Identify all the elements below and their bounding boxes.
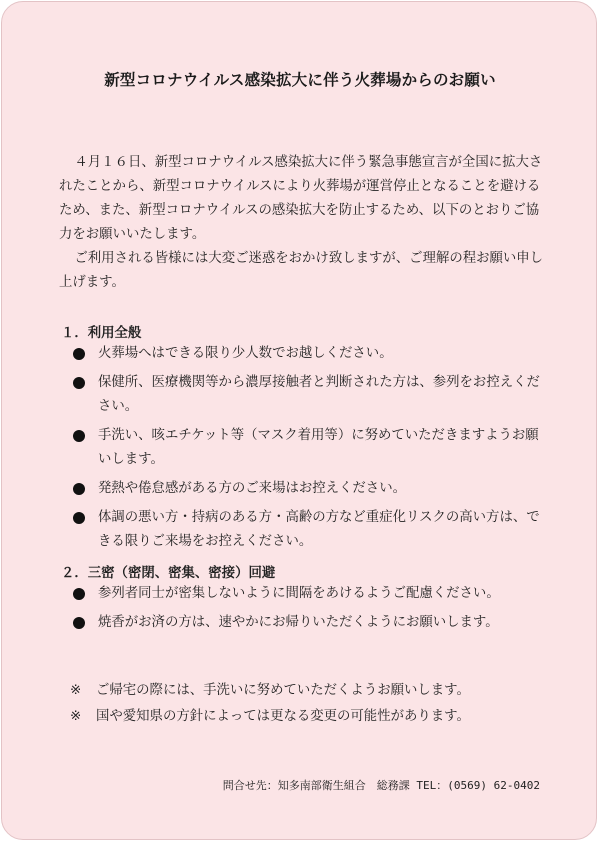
- list-item-text: 焼香がお済の方は、速やかにお帰りいただくようにお願いします。: [98, 615, 499, 630]
- note-text: ご帰宅の際には、手洗いに努めていただくようお願いします。: [96, 683, 470, 698]
- intro-paragraph-1: ４月１６日、新型コロナウイルス感染拡大に伴う緊急事態宣言が全国に拡大されたことから、新型コロナウイルスにより火葬場が運営停止となることを避けるため、また、新型コロナウイルスの感染拡大を防止するため、以下のとおりご協力をお願いいたします。: [59, 155, 543, 242]
- list-item-text: 発熱や倦怠感がある方のご来場はお控えください。: [98, 481, 406, 496]
- section-1-heading: １．利用全般: [61, 325, 142, 341]
- bullet-icon: [72, 611, 86, 635]
- list-item-text: 手洗い、咳エチケット等（マスク着用等）に努めていただきますようお願いします。: [98, 428, 539, 467]
- list-item: [72, 371, 552, 419]
- notes-list: [70, 679, 550, 731]
- section-2-heading: ２．三密（密閉、密集、密接）回避: [61, 565, 276, 581]
- bullet-icon: [72, 506, 86, 530]
- note-item: [70, 679, 550, 703]
- list-item: [72, 342, 552, 366]
- bullet-icon: [72, 477, 86, 501]
- bullet-icon: [72, 371, 86, 395]
- note-item: [70, 705, 550, 729]
- bullet-icon: [72, 424, 86, 448]
- list-item: [72, 611, 552, 635]
- list-item: [72, 582, 552, 606]
- reference-mark-icon: ※: [70, 709, 82, 724]
- notice-title: 新型コロナウイルス感染拡大に伴う火葬場からのお願い: [104, 71, 496, 89]
- section-2-list: [72, 582, 552, 640]
- list-item-text: 参列者同士が密集しないように間隔をあけるようご配慮ください。: [98, 586, 500, 601]
- list-item-text: 体調の悪い方・持病のある方・高齢の方など重症化リスクの高い方は、できる限りご来場をお控えください。: [98, 510, 540, 549]
- list-item-text: 保健所、医療機関等から濃厚接触者と判断された方は、参列をお控えください。: [98, 375, 540, 414]
- bullet-icon: [72, 342, 86, 366]
- bullet-icon: [72, 582, 86, 606]
- section-1-list: [72, 342, 552, 559]
- intro-paragraph-2: ご利用される皆様には大変ご迷惑をおかけ致しますが、ご理解の程お願い申し上げます。: [59, 251, 544, 290]
- list-item-text: 火葬場へはできる限り少人数でお越しください。: [98, 346, 393, 361]
- list-item: [72, 506, 552, 554]
- list-item: [72, 424, 552, 472]
- notice-card: [1, 1, 597, 840]
- list-item: [72, 477, 552, 501]
- reference-mark-icon: ※: [70, 683, 82, 698]
- note-text: 国や愛知県の方針によっては更なる変更の可能性があります。: [96, 709, 470, 724]
- intro-text: [59, 151, 549, 295]
- contact-info: 問合せ先：知多南部衛生組合 総務課 TEL：(0569) 62-0402: [222, 779, 540, 792]
